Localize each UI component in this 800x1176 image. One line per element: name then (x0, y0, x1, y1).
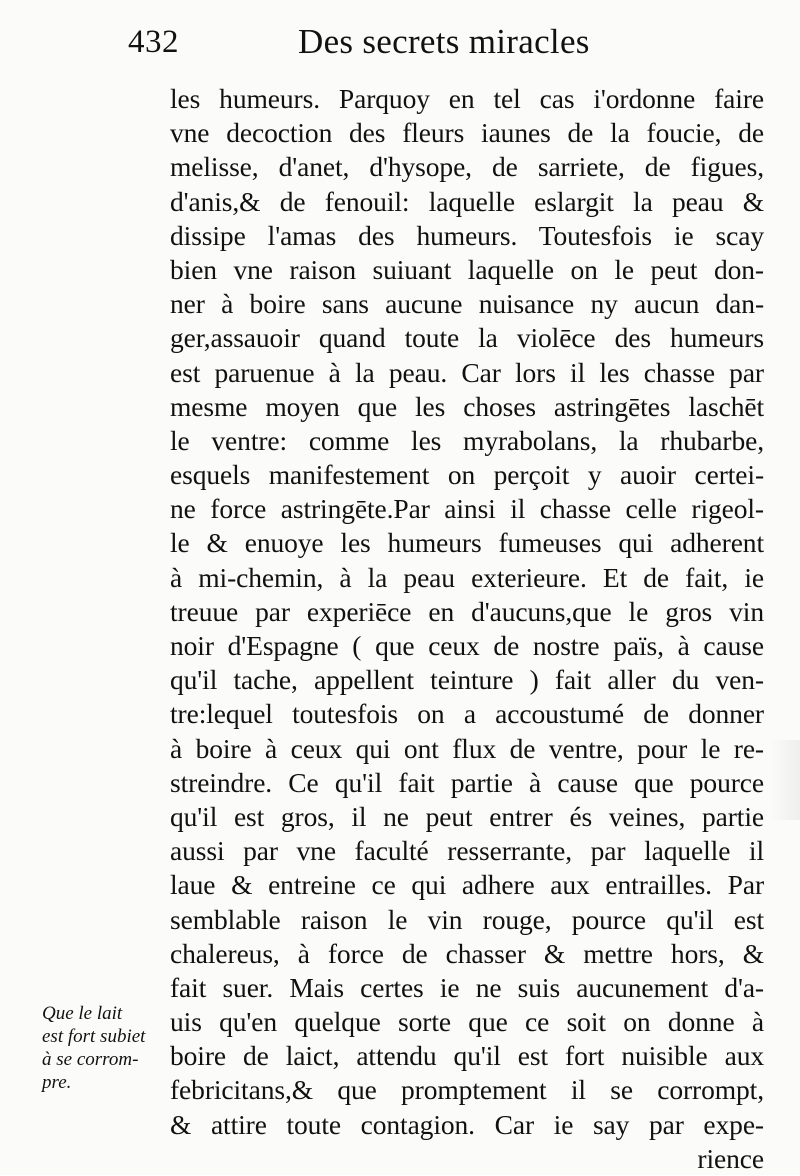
body-text (170, 82, 770, 1176)
text-line: dissipe l'amas des humeurs. Toutesfois ie scay (170, 219, 764, 251)
text-line: qu'il est gros, il ne peut entrer és veines, partie (170, 800, 764, 832)
text-line: tre:lequel toutesfois on a accoustumé de donner (170, 698, 764, 730)
text-line: bien vne raison suiuant laquelle on le peut don- (170, 253, 764, 285)
text-line: à mi-chemin, à la peau exterieure. Et de fait, ie (170, 561, 764, 593)
text-line: chalereus, à force de chasser & mettre hors, & (170, 937, 764, 969)
text-line: treuue par experiēce en d'aucuns,que le gros vin (170, 595, 764, 627)
text-line: le ventre: comme les myrabolans, la rhubarbe, (170, 424, 764, 456)
page-number: 432 (128, 24, 179, 60)
text-line: uis qu'en quelque sorte que ce soit on donne à (170, 1006, 764, 1038)
text-line: semblable raison le vin rouge, pource qu'il est (170, 903, 764, 935)
text-line: d'anis,& de fenouil: laquelle eslargit la peau & (170, 185, 764, 217)
page-edge-shadow (770, 740, 800, 820)
text-line: mesme moyen que les choses astringētes laschēt (170, 390, 764, 422)
catchword: rience (697, 1142, 764, 1174)
text-line: ne force astringēte.Par ainsi il chasse celle rigeol- (170, 493, 764, 525)
text-line: vne decoction des fleurs iaunes de la foucie, de (170, 117, 764, 149)
text-line: est paruenue à la peau. Car lors il les chasse par (170, 356, 764, 388)
text-line: boire de laict, attendu qu'il est fort nuisible aux (170, 1040, 764, 1072)
text-line: ger,assauoir quand toute la violēce des humeurs (170, 322, 764, 354)
text-line: le & enuoye les humeurs fumeuses qui adherent (170, 527, 764, 559)
text-line: aussi par vne faculté resserrante, par laquelle il (170, 835, 764, 867)
text-line: ner à boire sans aucune nuisance ny aucun dan- (170, 288, 764, 320)
margin-note-line: Que le lait (42, 1003, 123, 1024)
text-line: laue & entreine ce qui adhere aux entrailles. Par (170, 869, 764, 901)
text-line: streindre. Ce qu'il fait partie à cause que pource (170, 766, 764, 798)
text-line: qu'il tache, appellent teinture ) fait aller du ven- (170, 664, 764, 696)
text-line: fait suer. Mais certes ie ne suis aucunement d'a- (170, 971, 764, 1003)
text-line: à boire à ceux qui ont flux de ventre, pour le re- (170, 732, 764, 764)
margin-note-line: pre. (42, 1072, 72, 1093)
text-line: febricitans,& que promptement il se corrompt, (170, 1074, 764, 1106)
text-line: & attire toute contagion. Car ie say par expe- (170, 1108, 764, 1140)
running-head: Des secrets miracles (298, 22, 590, 61)
text-line: melisse, d'anet, d'hysope, de sarriete, de figues, (170, 151, 764, 183)
margin-note (42, 1002, 170, 1094)
text-line: les humeurs. Parquoy en tel cas i'ordonne faire (170, 83, 764, 114)
margin-note-line: est fort subiet (42, 1026, 146, 1047)
margin-note-line: à se corrom- (42, 1049, 139, 1070)
text-line: esquels manifestement on perçoit y auoir certei- (170, 459, 764, 491)
text-line: noir d'Espagne ( que ceux de nostre païs, à cause (170, 630, 764, 661)
